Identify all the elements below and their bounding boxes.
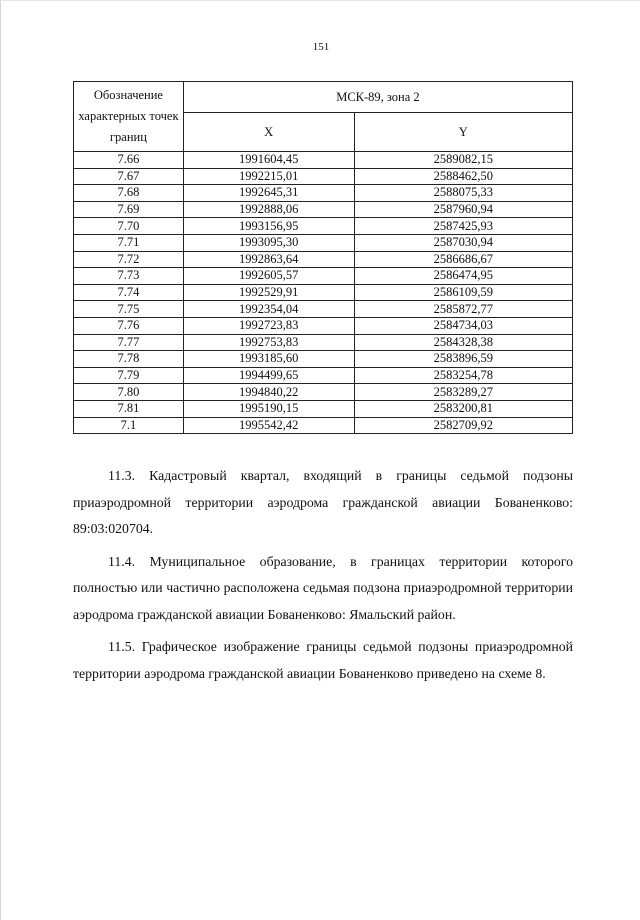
point-cell: 7.79: [74, 367, 184, 384]
x-cell: 1995190,15: [183, 400, 354, 417]
header-point-label: Обозначение характерных точек границ: [74, 82, 184, 152]
x-cell: 1994499,65: [183, 367, 354, 384]
header-y: Y: [354, 113, 573, 152]
table-row: [74, 185, 573, 202]
y-cell: 2583289,27: [354, 384, 573, 401]
y-cell: 2587030,94: [354, 234, 573, 251]
x-cell: 1992753,83: [183, 334, 354, 351]
x-cell: 1993156,95: [183, 218, 354, 235]
paragraph-11-5: 11.5. Графическое изображение границы седьмой подзоны приаэродромной территории аэродрома гражданской авиации Бованенково приведено на схеме 8.: [73, 639, 573, 681]
table-row: [74, 317, 573, 334]
table-row: [74, 400, 573, 417]
y-cell: 2588462,50: [354, 168, 573, 185]
y-cell: 2584328,38: [354, 334, 573, 351]
point-cell: 7.72: [74, 251, 184, 268]
x-cell: 1992605,57: [183, 268, 354, 285]
table-row: [74, 384, 573, 401]
y-cell: 2585872,77: [354, 301, 573, 318]
y-cell: 2589082,15: [354, 152, 573, 169]
point-cell: 7.81: [74, 400, 184, 417]
y-cell: 2583200,81: [354, 400, 573, 417]
coordinates-table: [73, 81, 573, 434]
point-cell: 7.70: [74, 218, 184, 235]
point-cell: 7.76: [74, 317, 184, 334]
table-row: [74, 367, 573, 384]
header-coordinate-system: МСК-89, зона 2: [183, 82, 572, 113]
y-cell: 2584734,03: [354, 317, 573, 334]
point-cell: 7.78: [74, 351, 184, 368]
point-cell: 7.67: [74, 168, 184, 185]
y-cell: 2586474,95: [354, 268, 573, 285]
coordinates-table-body: [74, 152, 573, 434]
point-cell: 7.1: [74, 417, 184, 434]
y-cell: 2586686,67: [354, 251, 573, 268]
y-cell: 2583254,78: [354, 367, 573, 384]
x-cell: 1992215,01: [183, 168, 354, 185]
point-cell: 7.74: [74, 284, 184, 301]
y-cell: 2587960,94: [354, 201, 573, 218]
x-cell: 1995542,42: [183, 417, 354, 434]
point-cell: 7.68: [74, 185, 184, 202]
table-row: [74, 334, 573, 351]
body-text: [73, 463, 573, 693]
x-cell: 1991604,45: [183, 152, 354, 169]
paragraph-11-3: 11.3. Кадастровый квартал, входящий в границы седьмой подзоны приаэродромной территории аэродрома гражданской авиации Бованенково: 89:03:020704.: [73, 468, 573, 536]
point-cell: 7.66: [74, 152, 184, 169]
table-row: [74, 251, 573, 268]
y-cell: 2583896,59: [354, 351, 573, 368]
point-cell: 7.71: [74, 234, 184, 251]
x-cell: 1994840,22: [183, 384, 354, 401]
y-cell: 2588075,33: [354, 185, 573, 202]
x-cell: 1992723,83: [183, 317, 354, 334]
x-cell: 1992888,06: [183, 201, 354, 218]
page-number: 151: [312, 41, 330, 53]
table-row: [74, 201, 573, 218]
header-x: X: [183, 113, 354, 152]
y-cell: 2587425,93: [354, 218, 573, 235]
table-row: [74, 351, 573, 368]
table-row: [74, 152, 573, 169]
y-cell: 2582709,92: [354, 417, 573, 434]
x-cell: 1992354,04: [183, 301, 354, 318]
y-cell: 2586109,59: [354, 284, 573, 301]
table-row: [74, 168, 573, 185]
table-row: [74, 268, 573, 285]
x-cell: 1992863,64: [183, 251, 354, 268]
table-row: [74, 234, 573, 251]
table-row: [74, 284, 573, 301]
x-cell: 1993095,30: [183, 234, 354, 251]
table-row: [74, 218, 573, 235]
paragraph-11-4: 11.4. Муниципальное образование, в границах территории которого полностью или частично расположена седьмая подзона приаэродромной территории аэродрома гражданской авиации Бованенково: Ямальский район.: [73, 553, 573, 622]
point-cell: 7.73: [74, 268, 184, 285]
point-cell: 7.80: [74, 384, 184, 401]
point-cell: 7.77: [74, 334, 184, 351]
x-cell: 1992645,31: [183, 185, 354, 202]
table-row: [74, 417, 573, 434]
x-cell: 1993185,60: [183, 351, 354, 368]
table-row: [74, 301, 573, 318]
point-cell: 7.75: [74, 301, 184, 318]
x-cell: 1992529,91: [183, 284, 354, 301]
point-cell: 7.69: [74, 201, 184, 218]
